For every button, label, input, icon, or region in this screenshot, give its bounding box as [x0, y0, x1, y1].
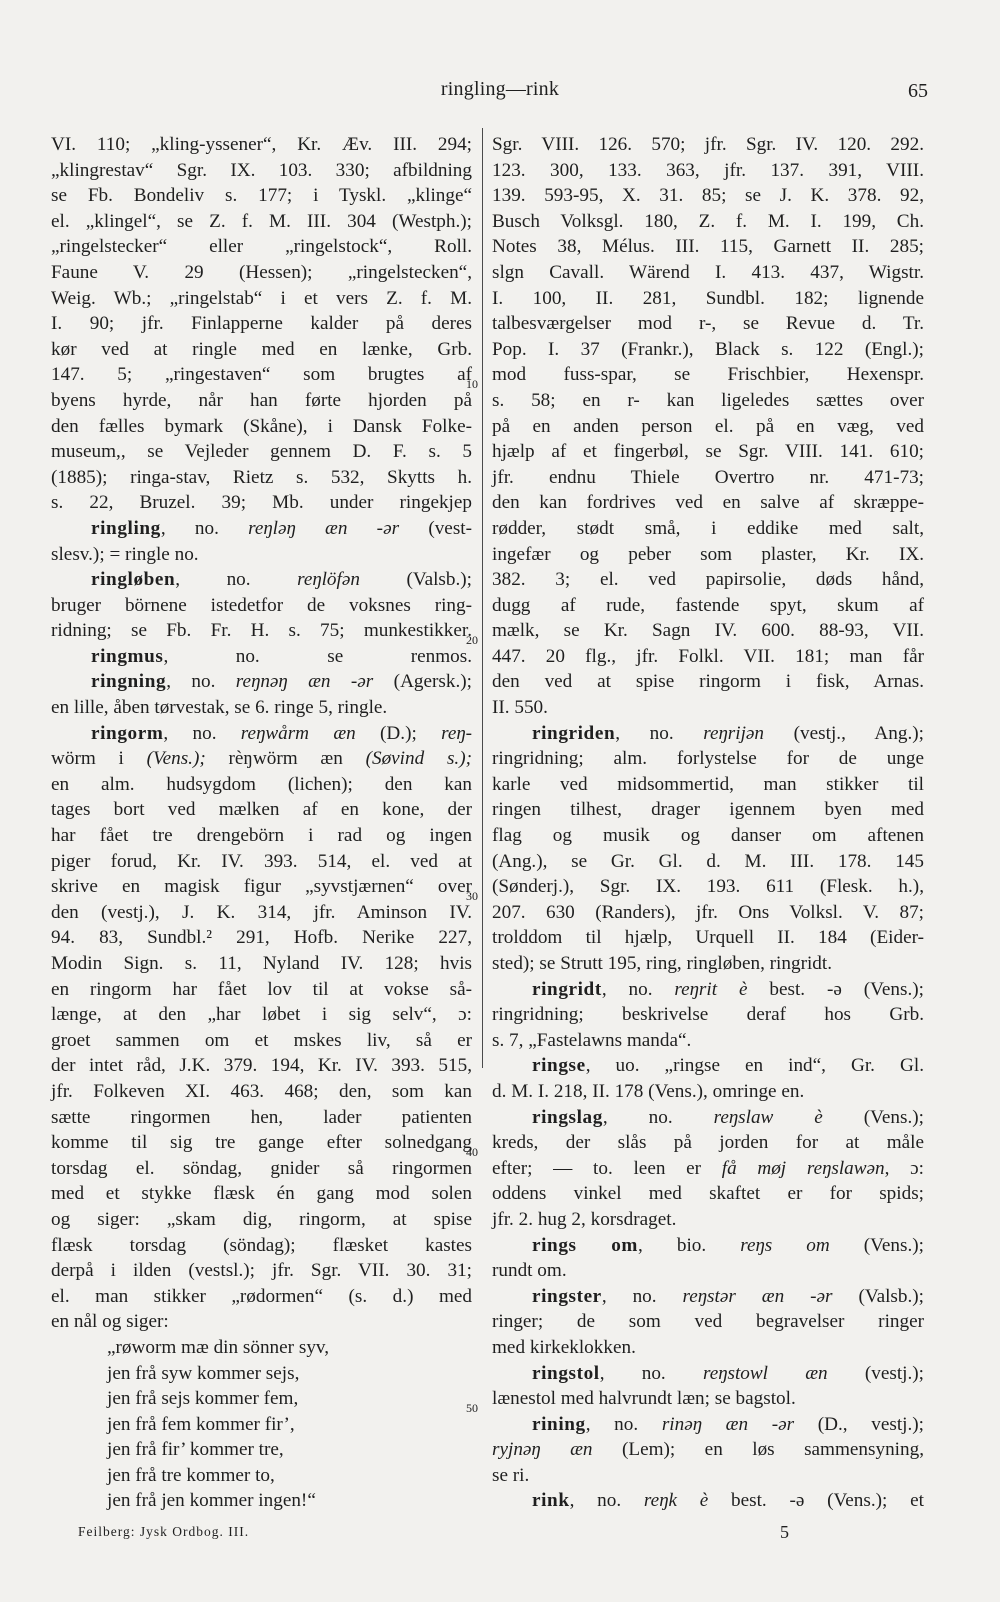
text-line: se ri. [492, 1464, 530, 1486]
text-line: ringorm, no. reŋwårm æn (D.); reŋ- [91, 722, 473, 744]
text-line: kreds, der slås på jorden for at måle [492, 1132, 924, 1154]
text-line: slesv.); = ringle no. [51, 543, 199, 565]
text-line: en alm. hudsygdom (lichen); den kan [51, 773, 472, 795]
text-line: rink, no. reŋk è best. -ə (Vens.); et [532, 1490, 925, 1512]
text-line: Notes 38, Mélus. III. 115, Garnett II. 285; [492, 236, 924, 258]
text-line: trolddom til hjælp, Urquell II. 184 (Eider- [492, 927, 924, 949]
text-line: Pop. I. 37 (Frankr.), Black s. 122 (Engl.); [492, 338, 924, 360]
headword: ringridt [532, 978, 602, 1000]
text-line: Busch Volksgl. 180, Z. f. M. I. 199, Ch. [492, 210, 924, 232]
text-line: karle ved midsommertid, man stikker til [492, 773, 924, 795]
text-line: jen frå fir’ kommer tre, [107, 1439, 284, 1461]
text-line: der intet råd, J.K. 379. 194, Kr. IV. 393. 515, [51, 1055, 472, 1077]
text-line: 139. 593-95, X. 31. 85; se J. K. 378. 92, [492, 185, 924, 207]
text-line: efter; — to. leen er få møj reŋslawən, ɔ: [492, 1157, 924, 1179]
text-line: flæsk torsdag (söndag); flæsket kastes [51, 1234, 472, 1256]
text-line: jfr. Folkeven XI. 463. 468; den, som kan [51, 1080, 472, 1102]
phonetic-form: reŋrijən [703, 722, 765, 744]
text-line: rining, no. rinəŋ æn -ər (D., vestj.); [532, 1413, 924, 1435]
text-line: sætte ringormen hen, lader patienten [51, 1106, 472, 1128]
text-line: talbesværgelser mod r-, se Revue d. Tr. [492, 313, 924, 335]
signature-mark: 5 [780, 1522, 789, 1542]
headword: ringling [91, 517, 161, 539]
headword: ringstol [532, 1362, 600, 1384]
phonetic-form: reŋstər æn -ər [682, 1285, 833, 1307]
text-line: slgn Cavall. Wärend I. 413. 437, Wigstr. [492, 261, 924, 283]
phonetic-form: , ɔ: [884, 1157, 924, 1179]
text-line: ridning; se Fb. Fr. H. s. 75; munkestikker. [51, 620, 472, 642]
text-line: jen frå fem kommer fir’, [107, 1413, 295, 1435]
text-line: museum,, se Vejleder gennem D. F. s. 5 [51, 441, 472, 463]
text-line: (1885); ringa-stav, Rietz s. 532, Skytts h. [51, 466, 472, 488]
headword: ringmus [91, 645, 164, 667]
text-line: piger forud, Kr. IV. 393. 514, el. ved at [51, 850, 472, 872]
text-line: Modin Sign. s. 11, Nyland IV. 128; hvis [51, 953, 472, 974]
text-line: med kirkeklokken. [492, 1336, 636, 1358]
headword: ringorm [91, 722, 164, 744]
text-line: ringen tilhest, drager igennem byen med [492, 799, 924, 821]
text-line: længe, at den „har løbet i sig selv“, ɔ: [51, 1004, 472, 1026]
text-line: ringster, no. reŋstər æn -ər (Valsb.); [532, 1285, 924, 1307]
text-line: torsdag el. söndag, gnider så ringormen [51, 1157, 472, 1179]
text-line: skrive en magisk figur „syvstjærnen“ over [51, 876, 472, 898]
left-column [51, 132, 472, 1514]
text-line: jen frå tre kommer to, [107, 1464, 275, 1486]
text-line: s. 22, Bruzel. 39; Mb. under ringekjep [51, 492, 472, 514]
text-line: har fået tre drengebörn i rad og ingen [51, 825, 472, 847]
text-line: sted); se Strutt 195, ring, ringløben, ringridt. [492, 953, 833, 974]
text-line: 123. 300, 133. 363, jfr. 137. 391, VIII. [492, 159, 924, 181]
footer-source: Feilberg: Jysk Ordbog. III. [78, 1524, 250, 1539]
text-line: (Sønderj.), Sgr. IX. 193. 611 (Flesk. h.), [492, 876, 924, 898]
text-line: 207. 630 (Randers), jfr. Ons Volksl. V. 87; [492, 901, 924, 923]
text-line: mod fuss-spar, se Frischbier, Hexenspr. [492, 364, 924, 386]
text-line: „klingrestav“ Sgr. IX. 103. 330; afbildning [51, 159, 472, 181]
text-line: 147. 5; „ringestaven“ som brugtes af [51, 364, 472, 386]
text-line: ryjnəŋ æn (Lem); en løs sammensyning, [492, 1439, 924, 1461]
text-line: dugg af rude, fastende spyt, skum af [492, 594, 924, 616]
right-column [492, 132, 924, 1514]
text-line: og siger: „skam dig, ringorm, at spise [51, 1208, 472, 1230]
text-line: II. 550. [492, 697, 548, 719]
text-line: tages bort ved mælken af en kone, der [51, 799, 472, 821]
text-line: 382. 3; el. ved papirsolie, døds hånd, [492, 569, 924, 591]
headword: ringriden [532, 722, 616, 744]
text-line: oddens vinkel med skaftet er for spids; [492, 1183, 924, 1205]
line-number-10: 10 [466, 377, 478, 391]
headword: ringse [532, 1055, 586, 1077]
text-line: Sgr. VIII. 126. 570; jfr. Sgr. IV. 120. 292. [492, 134, 924, 155]
text-line: hjælp af et fingerbøl, se Sgr. VIII. 141. 610; [492, 441, 924, 463]
text-line: I. 90; jfr. Finlapperne kalder på deres [51, 313, 472, 335]
text-line: den ved at spise ringorm i fisk, Arnas. [492, 671, 924, 693]
text-line: (Ang.), se Gr. Gl. d. M. III. 178. 145 [492, 850, 924, 872]
line-number-40: 40 [466, 1145, 478, 1159]
text-line: jen frå sejs kommer fem, [107, 1388, 299, 1410]
text-line: ringridning; alm. forlystelse for de unge [492, 748, 924, 770]
phonetic-form: efter; — to. leen er [492, 1157, 722, 1179]
text-line: en lille, åben tørvestak, se 6. ringe 5, ringle. [51, 697, 388, 719]
headword: ringslag [532, 1106, 603, 1128]
phonetic-form: reŋlöfən [297, 569, 360, 591]
column-divider [482, 128, 483, 1068]
phonetic-form: rèŋwörm æn [228, 748, 343, 770]
text-line: en ringorm har fået lov til at vokse så- [51, 978, 472, 1000]
text-line: ringstol, no. reŋstowl æn (vestj.); [532, 1362, 925, 1384]
page-number: 65 [908, 80, 928, 102]
headword: ringning [91, 671, 167, 693]
text-line: med et stykke flæsk én gang mod solen [51, 1183, 472, 1205]
phonetic-form: reŋləŋ æn -ər [248, 517, 400, 539]
line-number-50: 50 [466, 1401, 478, 1415]
headword: ringster [532, 1285, 602, 1307]
text-line: jfr. 2. hug 2, korsdraget. [492, 1208, 677, 1230]
text-line: „ringelstecker“ eller „ringelstock“, Roll. [51, 236, 472, 258]
text-line: ringling, no. reŋləŋ æn -ər (vest- [91, 517, 473, 539]
text-line: en nål og siger: [51, 1311, 169, 1333]
text-line: 94. 83, Sundbl.² 291, Hofb. Nerike 227, [51, 927, 472, 949]
text-line: jfr. endnu Thiele Overtro nr. 471-73; [492, 466, 924, 488]
text-line: el. man stikker „rødormen“ (s. d.) med [51, 1285, 472, 1307]
text-line: den kan fordrives ved en salve af skræppe- [492, 492, 924, 514]
text-line: rings om, bio. reŋs om (Vens.); [532, 1234, 924, 1256]
text-line: rundt om. [492, 1260, 567, 1282]
phonetic-form: reŋnəŋ æn -ər [235, 671, 374, 693]
text-line: komme til sig tre gange efter solnedgang [51, 1132, 472, 1154]
text-line: el. „klingel“, se Z. f. M. III. 304 (Westph.); [51, 210, 472, 232]
text-line: ringridt, no. reŋrit è best. -ə (Vens.); [532, 978, 924, 1000]
text-line: Weig. Wb.; „ringelstab“ i et vers Z. f. M. [51, 287, 472, 309]
text-line: bruger börnene istedetfor de voksnes ring- [51, 594, 472, 616]
phonetic-form: reŋwårm æn [240, 722, 356, 744]
text-line: ingefær og peber som plaster, Kr. IX. [492, 543, 924, 565]
text-line: ringslag, no. reŋslaw è (Vens.); [532, 1106, 925, 1128]
text-line: ringridning; beskrivelse deraf hos Grb. [492, 1004, 924, 1026]
headword: rink [532, 1490, 570, 1512]
text-line: den (vestj.), J. K. 314, jfr. Aminson IV. [51, 901, 472, 923]
phonetic-form: reŋslaw è [713, 1106, 823, 1128]
text-line: s. 7, „Fastelawns manda“. [492, 1029, 692, 1051]
line-number-20: 20 [466, 633, 478, 647]
text-line: derpå i ilden (vestsl.); jfr. Sgr. VII. 30. 31; [51, 1260, 472, 1282]
text-line: I. 100, II. 281, Sundbl. 182; lignende [492, 287, 924, 309]
text-line: Faune V. 29 (Hessen); „ringelstecken“, [51, 261, 472, 283]
running-head: ringling—rink [440, 78, 560, 100]
text-line: kør ved at ringle med en lænke, Grb. [51, 338, 472, 360]
text-line: d. M. I. 218, II. 178 (Vens.), omringe en. [492, 1080, 805, 1102]
text-line: ringse, uo. „ringse en ind“, Gr. Gl. [532, 1055, 924, 1077]
text-line: groet sammen om et mskes liv, så er [51, 1029, 472, 1051]
text-line: ringløben, no. reŋlöfən (Valsb.); [91, 569, 473, 591]
text-line: på en anden person el. på en væg, ved [492, 415, 924, 437]
phonetic-form: reŋk è [643, 1490, 709, 1512]
headword: ringløben [91, 569, 176, 591]
text-line: den fælles bymark (Skåne), i Dansk Folke- [51, 415, 472, 437]
text-line: jen frå jen kommer ingen!“ [107, 1490, 316, 1512]
text-line: lænestol med halvrundt læn; se bagstol. [492, 1388, 796, 1410]
text-line: „røworm mæ din sönner syv, [107, 1336, 330, 1358]
text-line: s. 58; en r- kan ligeledes sættes over [492, 389, 924, 411]
headword: rining [532, 1413, 586, 1435]
text-line: rødder, stødt små, i eddike med salt, [492, 517, 924, 539]
text-line: byens hyrde, når han førte hjorden på [51, 389, 472, 411]
line-number-30: 30 [466, 889, 478, 903]
text-line: wörm i (Vens.); rèŋwörm æn (Søvind s.); [51, 748, 472, 770]
phonetic-form: rinəŋ æn -ər [661, 1413, 795, 1435]
text-line: VI. 110; „kling-yssener“, Kr. Æv. III. 294; [51, 134, 472, 155]
phonetic-form: (Lem); en løs sammensyning, [592, 1439, 924, 1461]
text-line: se Fb. Bondeliv s. 177; i Tyskl. „klinge“ [51, 185, 472, 207]
phonetic-form: wörm i [51, 748, 124, 770]
text-line: ringning, no. reŋnəŋ æn -ər (Agersk.); [91, 671, 473, 693]
text-line: ringer; de som ved begravelser ringer [492, 1311, 924, 1333]
phonetic-form: reŋ- [441, 722, 473, 744]
text-line: ringmus, no. se renmos. [91, 645, 472, 667]
phonetic-form: reŋrit è [674, 978, 748, 1000]
text-line: jen frå syw kommer sejs, [107, 1362, 300, 1384]
text-line: 447. 20 flg., jfr. Folkl. VII. 181; man får [492, 645, 924, 667]
text-line: mælk, se Kr. Sagn IV. 600. 88-93, VII. [492, 620, 924, 642]
headword: rings om [532, 1234, 639, 1256]
phonetic-form: reŋs om [740, 1234, 830, 1256]
text-line: ringriden, no. reŋrijən (vestj., Ang.); [532, 722, 924, 744]
text-line: flag og musik og danser om aftenen [492, 825, 924, 847]
phonetic-form: reŋstowl æn [702, 1362, 828, 1384]
